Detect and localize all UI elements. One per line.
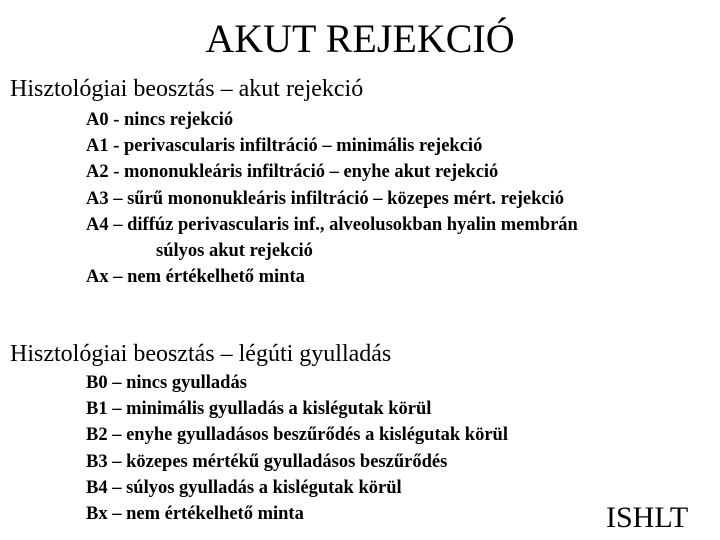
rejection-grade-list — [86, 107, 578, 290]
list-item: A2 - mononukleáris infiltráció – enyhe akut rejekció — [86, 162, 499, 183]
list-item: B1 – minimális gyulladás a kislégutak körül — [86, 399, 432, 420]
list-item: B3 – közepes mértékű gyulladásos beszűrődés — [86, 451, 448, 472]
list-item — [86, 212, 578, 264]
list-item: B4 – súlyos gyulladás a kislégutak körül — [86, 477, 402, 498]
airway-grade-list — [86, 370, 508, 527]
list-item-continuation: súlyos akut rejekció — [156, 241, 313, 262]
list-item: A1 - perivascularis infiltráció – minimális rejekció — [86, 136, 483, 157]
rejection-grading-heading: Hisztológiai beosztás – akut rejekció — [10, 76, 364, 102]
list-item: Ax – nem értékelhető minta — [86, 267, 305, 288]
list-item: B0 – nincs gyulladás — [86, 373, 247, 393]
list-item: A0 - nincs rejekció — [86, 110, 234, 130]
page-title: AKUT REJEKCIÓ — [205, 16, 515, 61]
list-item: Bx – nem értékelhető minta — [86, 504, 304, 525]
ishlt-mark: ISHLT — [606, 501, 689, 534]
airway-inflammation-heading: Hisztológiai beosztás – légúti gyulladás — [10, 341, 392, 367]
list-item: A3 – sűrű mononukleáris infiltráció – közepes mért. rejekció — [86, 188, 565, 209]
list-item-text: A4 – diffúz perivascularis inf., alveolusokban hyalin membrán — [86, 214, 578, 235]
list-item: B2 – enyhe gyulladásos beszűrődés a kislégutak körül — [86, 425, 508, 446]
